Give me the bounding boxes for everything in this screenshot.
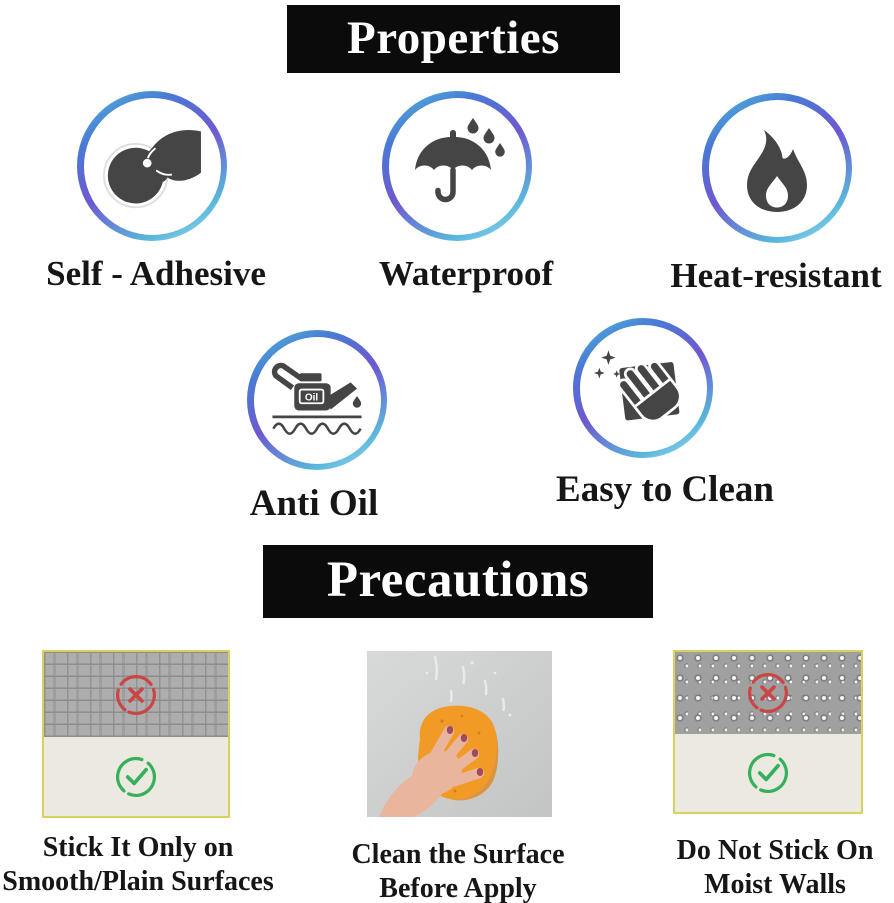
check-icon [745, 750, 791, 796]
brick-wall-texture [44, 652, 228, 737]
sticker-peel-icon [99, 118, 205, 214]
properties-title: Properties [347, 12, 560, 64]
precautions-banner [263, 545, 653, 618]
hand-sponge-cleaning-wall-photo [367, 651, 552, 817]
easy-to-clean-label: Easy to Clean [556, 469, 774, 510]
flame-icon [727, 118, 827, 218]
oil-can-text: Oil [304, 392, 319, 403]
property-item-self-adhesive [77, 91, 227, 241]
property-item-heat-resistant [702, 93, 852, 243]
caption-line: Smooth/Plain Surfaces [2, 866, 274, 897]
plain-wall-surface [44, 737, 228, 816]
caption-line: Before Apply [379, 873, 537, 903]
property-item-anti-oil [247, 330, 387, 470]
waterproof-label: Waterproof [378, 254, 554, 293]
precaution-image-moist-walls [673, 650, 863, 814]
property-item-easy-to-clean [573, 318, 713, 458]
caption-clean-before-apply [351, 838, 564, 903]
umbrella-rain-icon [405, 116, 509, 216]
precautions-title: Precautions [326, 552, 590, 608]
check-icon [113, 754, 159, 800]
heat-resistant-label: Heat-resistant [670, 256, 882, 295]
wet-wall-texture [675, 652, 861, 734]
precaution-image-smooth-surfaces [42, 650, 230, 818]
cross-icon [745, 670, 791, 716]
self-adhesive-label: Self - Adhesive [46, 254, 266, 293]
caption-line: Moist Walls [704, 869, 846, 900]
wiping-hand-icon [593, 343, 693, 434]
caption-line: Stick It Only on [42, 832, 234, 863]
property-item-waterproof [382, 91, 532, 241]
caption-line: Clean the Surface [351, 839, 565, 870]
anti-oil-label: Anti Oil [249, 483, 379, 524]
caption-line: Do Not Stick On [676, 835, 874, 866]
dry-wall-surface [675, 734, 861, 812]
oil-can-icon [267, 355, 367, 446]
precaution-image-clean-surface-photo [367, 651, 552, 817]
properties-banner [287, 5, 620, 73]
cross-icon [113, 672, 159, 718]
caption-no-moist-walls [677, 834, 874, 902]
caption-smooth-surfaces [2, 831, 273, 899]
